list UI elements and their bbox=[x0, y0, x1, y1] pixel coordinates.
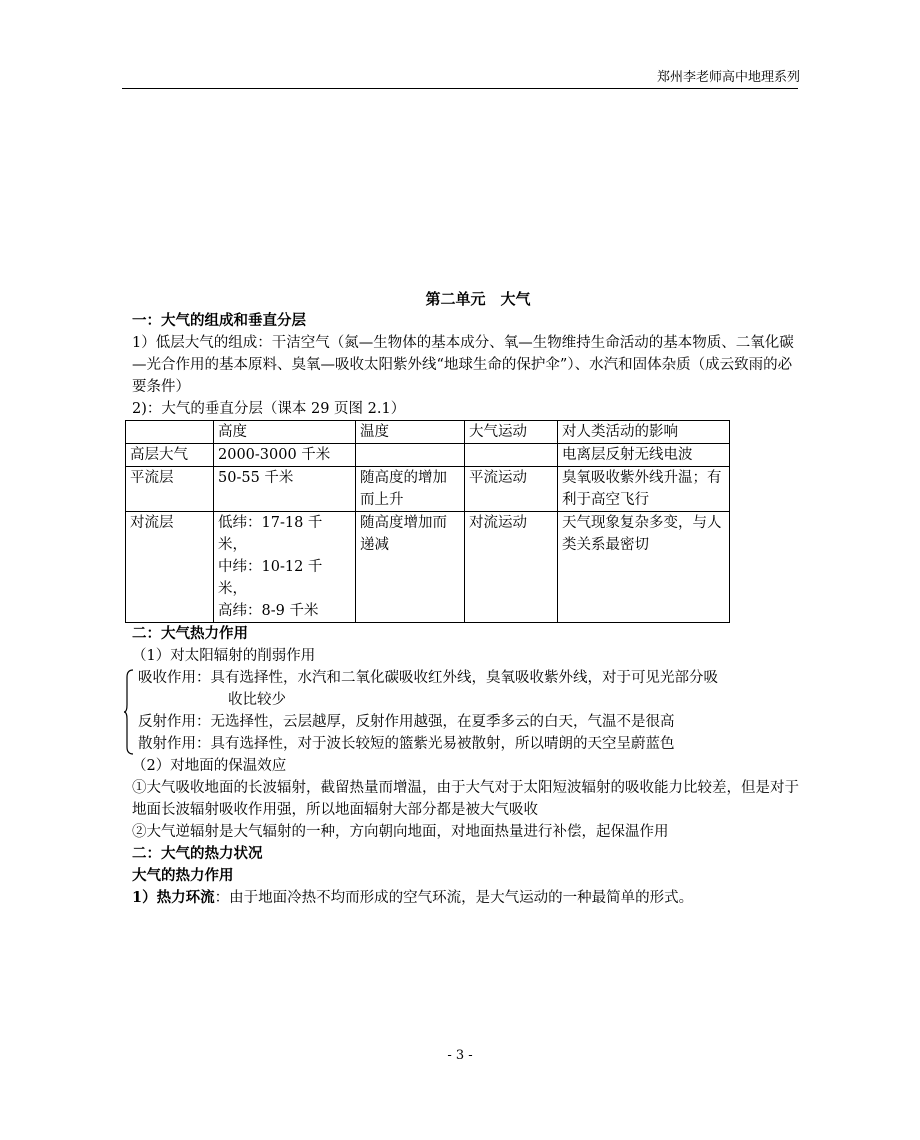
table-header-cell: 对人类活动的影响 bbox=[558, 421, 730, 444]
absorption-line-1: 吸收作用：具有选择性，水汽和二氧化碳吸收红外线，臭氧吸收紫外线，对于可见光部分吸 bbox=[138, 670, 718, 686]
section1-paragraph-composition: 1）低层大气的组成：干洁空气（氮—生物体的基本成分、氧—生物维持生命活动的基本物质、二氧化碳—光合作用的基本原料、臭氧—吸收太阳紫外线“地球生命的保护伞”）、水汽和固体杂质（成云致雨的必要条件） bbox=[132, 335, 794, 395]
table-header-cell bbox=[126, 421, 214, 444]
insulation-point-2: ②大气逆辐射是大气辐射的一种，方向朝向地面，对地面热量进行补偿，起保温作用 bbox=[132, 824, 669, 840]
height-low-latitude: 低纬：17-18 千米， bbox=[218, 515, 323, 553]
table-row bbox=[126, 467, 730, 512]
insulation-point-1: ①大气吸收地面的长波辐射，截留热量而增温，由于大气对于太阳短波辐射的吸收能力比较差，但是对于地面长波辐射吸收作用强，所以地面辐射大部分都是被大气吸收 bbox=[132, 780, 799, 818]
thermal-circulation-label: 1）热力环流 bbox=[132, 889, 215, 906]
table-cell-layer: 对流层 bbox=[126, 512, 214, 623]
table-cell-temp: 随高度的增加而上升 bbox=[356, 467, 465, 512]
atmosphere-layers-table bbox=[125, 420, 730, 623]
page-number: - 3 - bbox=[447, 1048, 473, 1063]
table-cell-layer: 高层大气 bbox=[126, 444, 214, 467]
page-title: 第二单元 大气 bbox=[425, 290, 531, 308]
thermal-circulation-item bbox=[132, 887, 804, 909]
table-cell-temp: 随高度增加而递减 bbox=[356, 512, 465, 623]
table-cell-impact: 电离层反射无线电波 bbox=[558, 444, 730, 467]
thermal-circulation-text: ：由于地面冷热不均而形成的空气环流，是大气运动的一种最简单的形式。 bbox=[214, 890, 694, 906]
table-cell-motion: 对流运动 bbox=[465, 512, 558, 623]
header-divider bbox=[122, 88, 798, 89]
table-header-cell: 大气运动 bbox=[465, 421, 558, 444]
curly-brace-icon bbox=[124, 669, 134, 755]
header-series: 郑州李老师高中地理系列 bbox=[656, 70, 800, 85]
table-cell-height: 2000-3000 千米 bbox=[214, 444, 356, 467]
section3-subheading: 大气的热力作用 bbox=[132, 867, 234, 884]
section2-heading: 二：大气热力作用 bbox=[132, 625, 248, 642]
absorption-line-2: 收比较少 bbox=[228, 692, 286, 708]
table-row bbox=[126, 512, 730, 623]
table-header-cell: 温度 bbox=[356, 421, 465, 444]
table-cell-temp bbox=[356, 444, 465, 467]
section3-heading: 二：大气的热力状况 bbox=[132, 845, 263, 862]
table-header-cell: 高度 bbox=[214, 421, 356, 444]
table-cell-impact: 臭氧吸收紫外线升温；有利于高空飞行 bbox=[558, 467, 730, 512]
weakening-effects-group bbox=[132, 667, 804, 755]
document-body bbox=[132, 288, 804, 909]
table-cell-height bbox=[214, 512, 356, 623]
scattering-line: 散射作用：具有选择性，对于波长较短的篮紫光易被散射，所以晴朗的天空呈蔚蓝色 bbox=[138, 736, 675, 752]
section1-heading: 一：大气的组成和垂直分层 bbox=[132, 312, 306, 329]
section1-paragraph-layers: 2)：大气的垂直分层（课本 29 页图 2.1） bbox=[132, 401, 406, 417]
section2-sub-insulation: （2）对地面的保温效应 bbox=[132, 758, 287, 774]
height-mid-latitude: 中纬：10-12 千米， bbox=[218, 559, 323, 597]
table-cell-height: 50-55 千米 bbox=[214, 467, 356, 512]
table-cell-motion: 平流运动 bbox=[465, 467, 558, 512]
table-header-row bbox=[126, 421, 730, 444]
section2-sub-weakening: （1）对太阳辐射的削弱作用 bbox=[132, 648, 316, 664]
table-row bbox=[126, 444, 730, 467]
height-high-latitude: 高纬：8-9 千米 bbox=[218, 603, 319, 619]
table-cell-layer: 平流层 bbox=[126, 467, 214, 512]
table-cell-impact: 天气现象复杂多变，与人类关系最密切 bbox=[558, 512, 730, 623]
table-cell-motion bbox=[465, 444, 558, 467]
reflection-line: 反射作用：无选择性，云层越厚，反射作用越强，在夏季多云的白天，气温不是很高 bbox=[138, 714, 675, 730]
